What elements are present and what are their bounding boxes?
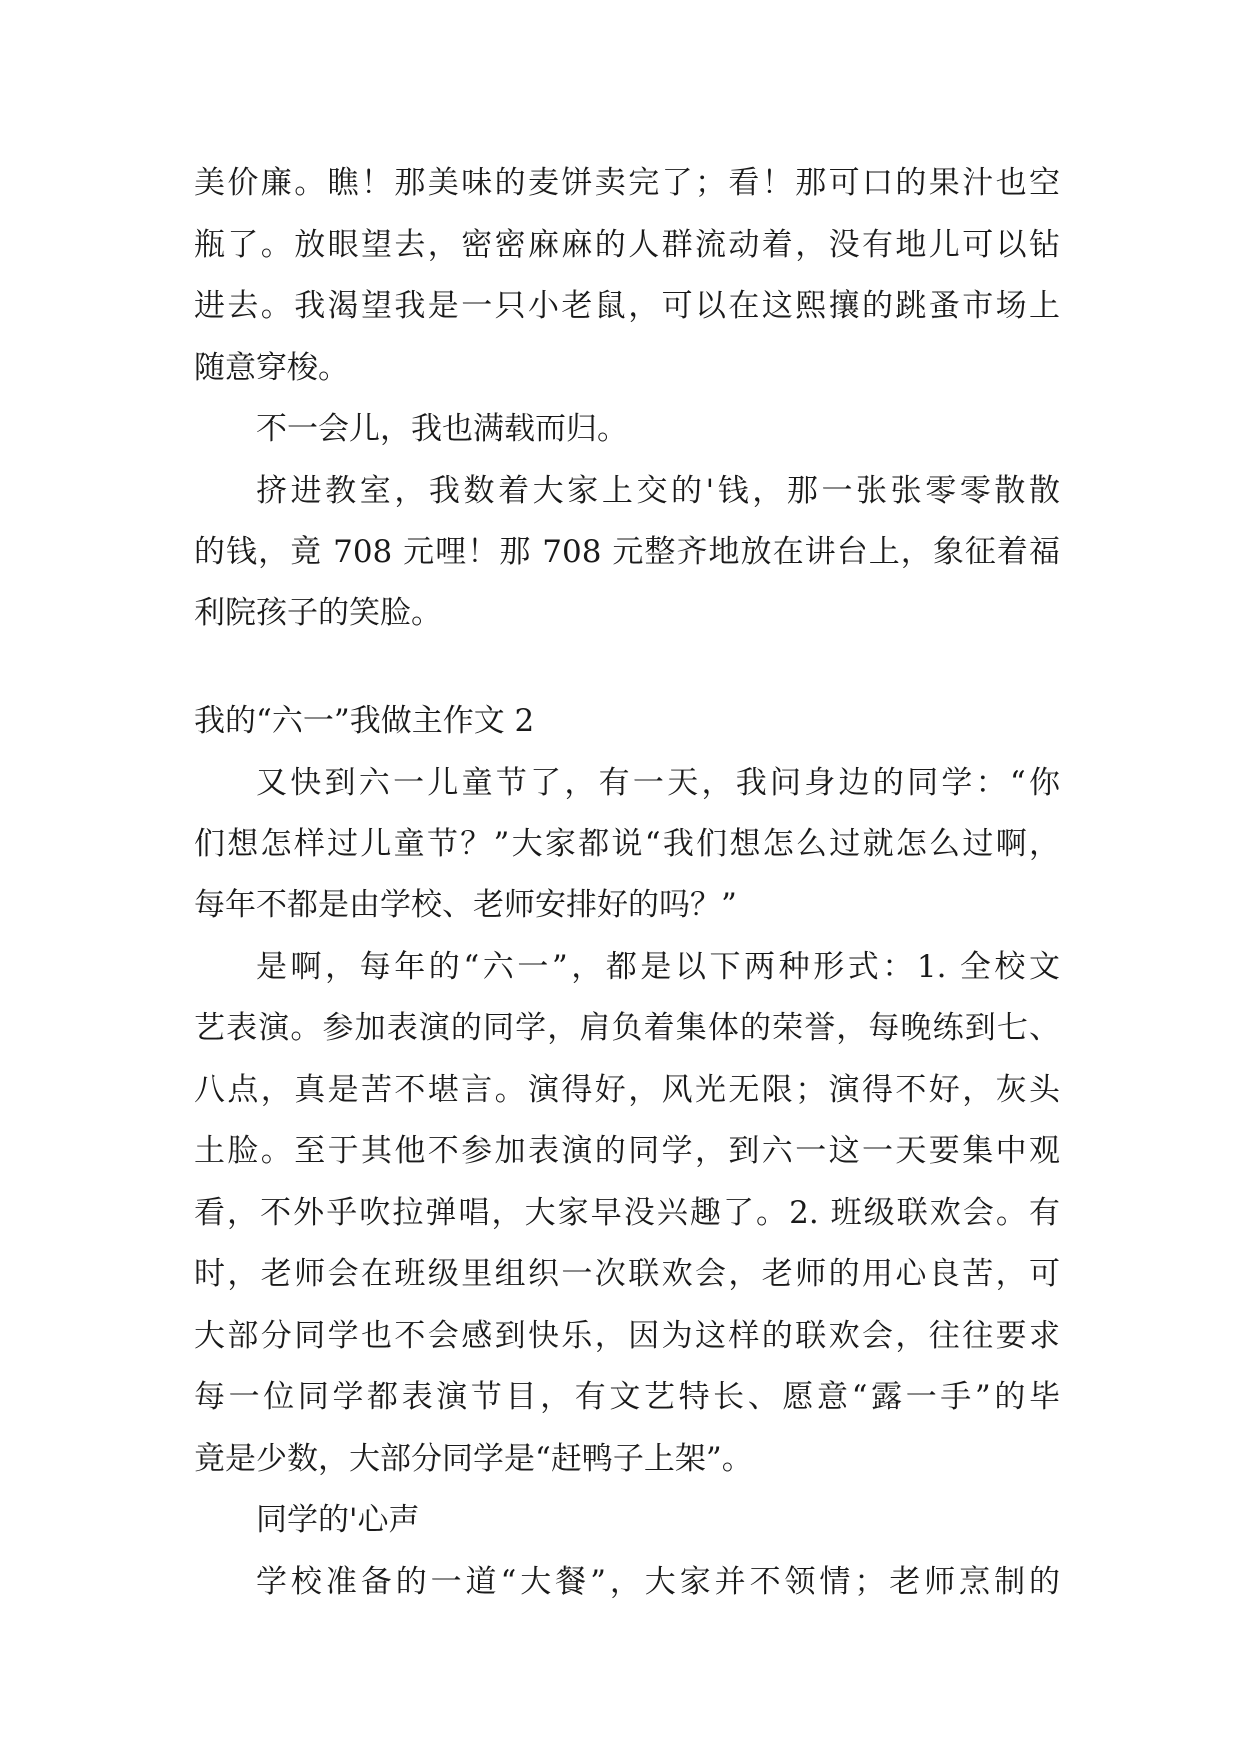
- text-line: 又快到六一儿童节了，有一天，我问身边的同学：“你: [256, 765, 1060, 801]
- text-line: 不一会儿，我也满载而归。: [256, 411, 628, 447]
- text-line: 利院孩子的笑脸。: [194, 595, 442, 631]
- text-line: 进去。我渴望我是一只小老鼠，可以在这熙攘的跳蚤市场上: [194, 288, 1060, 324]
- section-heading: 我的“六一”我做主作文 2: [194, 703, 535, 739]
- text-line: 竟是少数，大部分同学是“赶鸭子上架”。: [194, 1441, 753, 1477]
- text-line: 艺表演。参加表演的同学，肩负着集体的荣誉，每晚练到七、: [194, 1010, 1060, 1046]
- text-line: 每年不都是由学校、老师安排好的吗？”: [194, 887, 737, 923]
- text-line: 八点，真是苦不堪言。演得好，风光无限；演得不好，灰头: [194, 1072, 1060, 1108]
- text-line: 大部分同学也不会感到快乐，因为这样的联欢会，往往要求: [194, 1318, 1060, 1354]
- text-line: 美价廉。瞧！那美味的麦饼卖完了；看！那可口的果汁也空: [194, 165, 1060, 201]
- text-line: 随意穿梭。: [194, 350, 349, 386]
- text-line: 挤进教室，我数着大家上交的'钱，那一张张零零散散: [256, 473, 1060, 509]
- text-line: 同学的'心声: [256, 1502, 420, 1538]
- text-line: 瓶了。放眼望去，密密麻麻的人群流动着，没有地儿可以钻: [194, 227, 1060, 263]
- text-line: 时，老师会在班级里组织一次联欢会，老师的用心良苦，可: [194, 1256, 1060, 1292]
- text-line: 看，不外乎吹拉弹唱，大家早没兴趣了。2. 班级联欢会。有: [194, 1195, 1060, 1231]
- text-line: 土脸。至于其他不参加表演的同学，到六一这一天要集中观: [194, 1133, 1060, 1169]
- text-line: 每一位同学都表演节目，有文艺特长、愿意“露一手”的毕: [194, 1379, 1060, 1415]
- text-line: 学校准备的一道“大餐”，大家并不领情；老师烹制的: [256, 1564, 1060, 1600]
- text-line: 是啊，每年的“六一”，都是以下两种形式：1. 全校文: [256, 949, 1060, 985]
- text-line: 们想怎样过儿童节？”大家都说“我们想怎么过就怎么过啊，: [194, 826, 1060, 862]
- text-line: 的钱，竟 708 元哩！那 708 元整齐地放在讲台上，象征着福: [194, 534, 1060, 570]
